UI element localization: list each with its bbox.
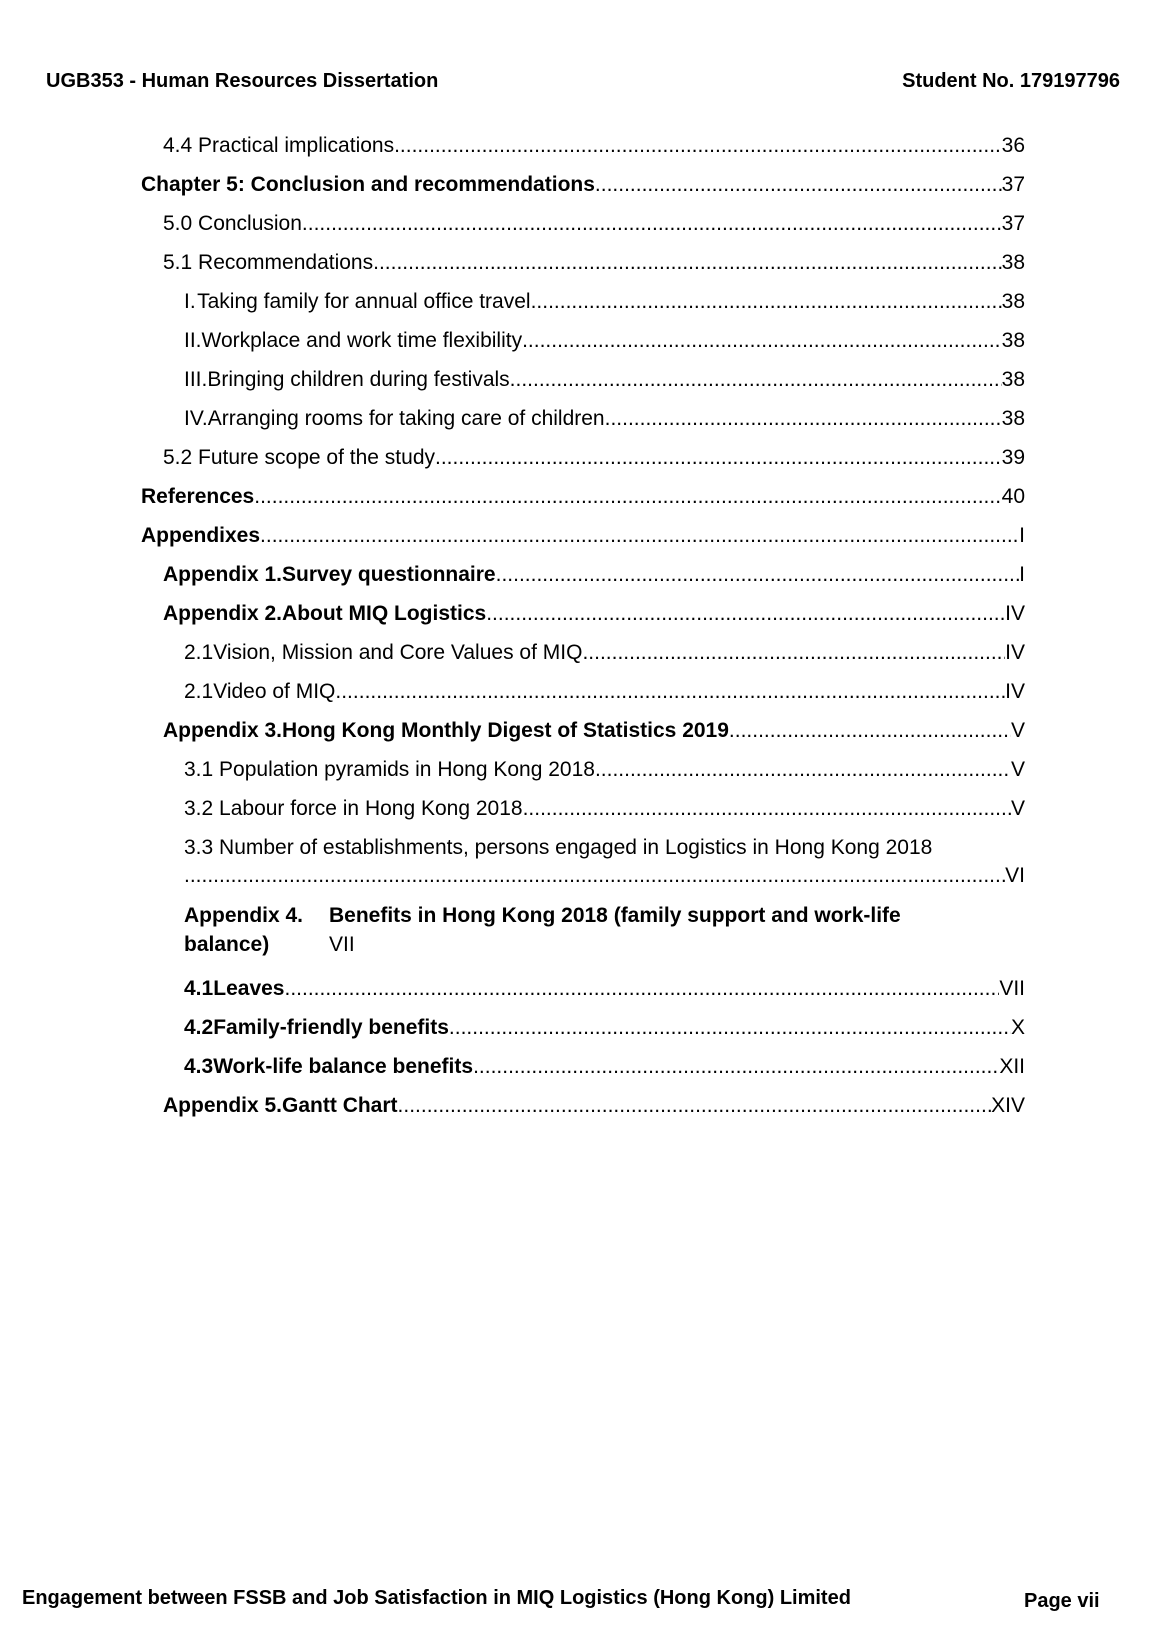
toc-entry-vision-mission[interactable] [184, 641, 1025, 669]
leader-dots [449, 1016, 1011, 1040]
toc-entry-work-life-benefits[interactable] [184, 1055, 1025, 1083]
toc-entry-labour-force[interactable] [184, 797, 1025, 825]
toc-entry-label: 4.4 Practical implications [163, 134, 395, 157]
toc-entry-number: 2.1 [184, 641, 214, 664]
leader-dots [473, 1055, 999, 1079]
toc-entry-label-continued: balance) [184, 933, 270, 956]
leader-dots [531, 290, 1002, 314]
leader-dots [595, 173, 1002, 197]
leader-dots [582, 641, 1005, 665]
toc-page-number: I [1019, 563, 1025, 586]
toc-entry-establishments[interactable] [184, 836, 1025, 892]
leader-dots [398, 1094, 992, 1118]
footer-page-number: Page vii [1024, 1590, 1100, 1612]
toc-entry-leaves[interactable] [184, 977, 1025, 1005]
toc-entry-label: 3.3 Number of establishments, persons engaged in Logistics in Hong Kong 2018 [184, 836, 933, 859]
toc-entry-recommendation-1[interactable] [184, 290, 1025, 318]
toc-entry-appendixes[interactable] [141, 524, 1025, 552]
toc-entry-recommendation-2[interactable] [184, 329, 1025, 357]
toc-page-number: 38 [1001, 251, 1025, 274]
toc-entry-practical-implications[interactable] [163, 134, 1025, 162]
leader-dots [510, 368, 1002, 392]
toc-entry-label: Arranging rooms for taking care of children [207, 407, 605, 430]
toc-entry-number: 4.3 [184, 1055, 214, 1078]
leader-dots [496, 563, 1020, 587]
toc-entry-label: 5.2 Future scope of the study [163, 446, 435, 469]
toc-entry-label: References [141, 485, 255, 508]
toc-entry-label: Benefits in Hong Kong 2018 (family support and work-life [329, 904, 901, 927]
toc-page-number: 38 [1001, 368, 1025, 391]
toc-entry-number: Appendix 1. [163, 563, 283, 586]
toc-entry-label: 5.0 Conclusion [163, 212, 302, 235]
leader-dots [302, 212, 1002, 236]
toc-page-number: XIV [991, 1094, 1025, 1117]
toc-entry-appendix-2[interactable] [163, 602, 1025, 630]
toc-entry-number: Appendix 3. [163, 719, 283, 742]
toc-entry-number: III. [184, 368, 208, 391]
toc-page-number: 40 [1001, 485, 1025, 508]
footer-document-title: Engagement between FSSB and Job Satisfaction in MIQ Logistics (Hong Kong) Limited [22, 1587, 851, 1609]
toc-entry-population-pyramids[interactable] [184, 758, 1025, 786]
toc-entry-number: IV. [184, 407, 208, 430]
leader-dots [285, 977, 1000, 1001]
toc-entry-label: Taking family for annual office travel [197, 290, 531, 313]
toc-page-number: X [1010, 1016, 1025, 1039]
toc-entry-number: II. [184, 329, 202, 352]
toc-entry-future-scope[interactable] [163, 446, 1025, 474]
toc-page-number: V [1010, 758, 1025, 781]
toc-page-number: IV [1005, 680, 1025, 703]
toc-entry-number: Appendix 5. [163, 1094, 283, 1117]
toc-page-number: I [1019, 524, 1025, 547]
toc-entry-family-friendly-benefits[interactable] [184, 1016, 1025, 1044]
toc-entry-appendix-4[interactable] [184, 904, 1025, 961]
toc-entry-appendix-3[interactable] [163, 719, 1025, 747]
toc-entry-recommendations[interactable] [163, 251, 1025, 279]
toc-page-number: 38 [1001, 329, 1025, 352]
toc-entry-chapter-5[interactable] [141, 173, 1025, 201]
toc-page-number: 37 [1001, 212, 1025, 235]
toc-entry-number: I. [184, 290, 196, 313]
toc-entry-references[interactable] [141, 485, 1025, 513]
leader-dots [522, 329, 1002, 353]
toc-page-number: 39 [1001, 446, 1025, 469]
leader-dots [260, 524, 1019, 548]
toc-page-number: V [1010, 719, 1025, 742]
toc-entry-number: 4.2 [184, 1016, 214, 1039]
toc-entry-label: 3.1 Population pyramids in Hong Kong 2018 [184, 758, 595, 781]
leader-dots [394, 134, 1002, 158]
toc-page-number: V [1010, 797, 1025, 820]
toc-entry-label: Hong Kong Monthly Digest of Statistics 2019 [282, 719, 729, 742]
toc-entry-appendix-1[interactable] [163, 563, 1025, 591]
leader-dots [373, 251, 1002, 275]
toc-entry-label: Gantt Chart [282, 1094, 398, 1117]
toc-entry-appendix-5[interactable] [163, 1094, 1025, 1122]
leader-dots [595, 758, 1011, 782]
toc-entry-recommendation-3[interactable] [184, 368, 1025, 396]
toc-page-number: VII [329, 933, 355, 956]
toc-entry-number: 4.1 [184, 977, 214, 1000]
toc-page-number: VII [999, 977, 1025, 1000]
header-student-number: Student No. 179197796 [902, 70, 1120, 92]
toc-entry-number: Appendix 4. [184, 904, 304, 927]
toc-entry-label: Workplace and work time flexibility [201, 329, 523, 352]
toc-page-number: IV [1005, 602, 1025, 625]
leader-dots [605, 407, 1002, 431]
leader-dots [184, 864, 1005, 888]
leader-dots [523, 797, 1011, 821]
toc-entry-label: Family-friendly benefits [213, 1016, 449, 1039]
leader-dots [486, 602, 1005, 626]
leader-dots [435, 446, 1002, 470]
leader-dots [729, 719, 1011, 743]
toc-entry-label: Leaves [213, 977, 285, 1000]
toc-entry-label: About MIQ Logistics [282, 602, 487, 625]
toc-page-number: IV [1005, 641, 1025, 664]
toc-page-number: XII [999, 1055, 1025, 1078]
toc-page-number: 36 [1001, 134, 1025, 157]
toc-entry-label: 3.2 Labour force in Hong Kong 2018 [184, 797, 523, 820]
leader-dots [335, 680, 1005, 704]
toc-page-number: 38 [1001, 407, 1025, 430]
leader-dots [254, 485, 1001, 509]
toc-entry-label: Bringing children during festivals [207, 368, 510, 391]
toc-entry-label: Video of MIQ [213, 680, 336, 703]
toc-page-number: 38 [1001, 290, 1025, 313]
toc-entry-label: Appendixes [141, 524, 261, 547]
toc-entry-recommendation-4[interactable] [184, 407, 1025, 435]
toc-entry-label: 5.1 Recommendations [163, 251, 374, 274]
toc-entry-conclusion[interactable] [163, 212, 1025, 240]
toc-page-number: 37 [1001, 173, 1025, 196]
toc-entry-number: Appendix 2. [163, 602, 283, 625]
toc-entry-label: Chapter 5: Conclusion and recommendations [141, 173, 595, 196]
toc-entry-label: Survey questionnaire [282, 563, 496, 586]
toc-entry-label: Work-life balance benefits [213, 1055, 474, 1078]
toc-entry-label: Vision, Mission and Core Values of MIQ [213, 641, 583, 664]
toc-entry-number: 2.1 [184, 680, 214, 703]
header-course-title: UGB353 - Human Resources Dissertation [46, 70, 439, 92]
toc-entry-video[interactable] [184, 680, 1025, 708]
toc-page-number: VI [1005, 864, 1025, 887]
